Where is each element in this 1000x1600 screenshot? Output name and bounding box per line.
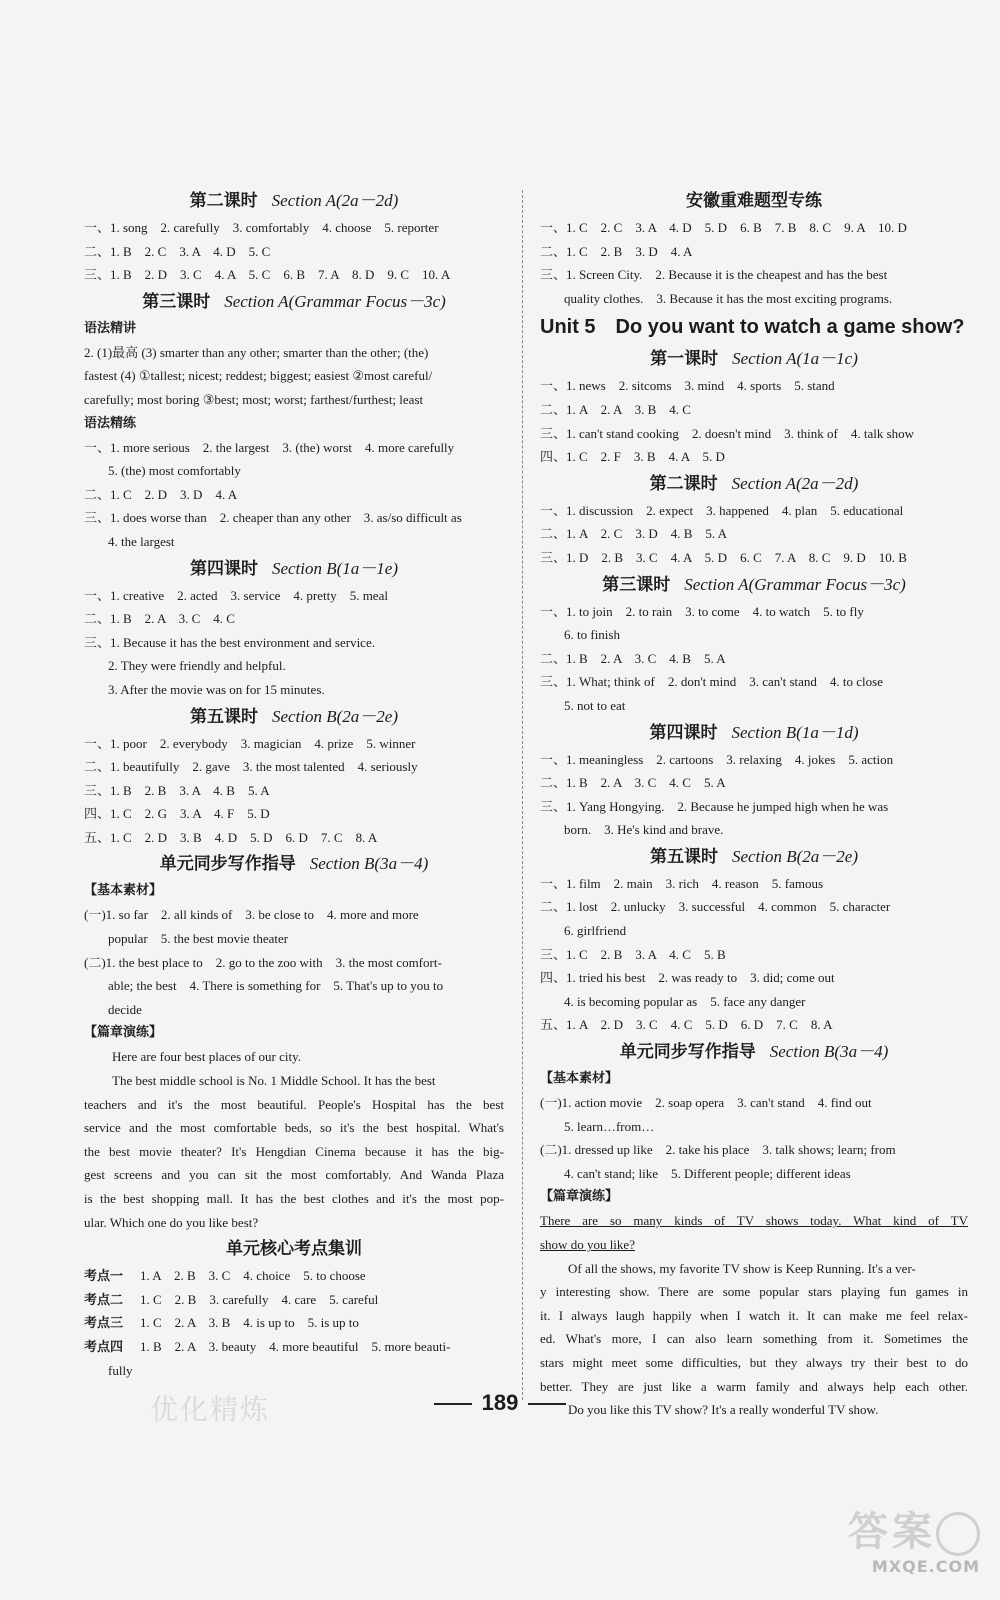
answer-line: 二、1. B 2. C 3. A 4. D 5. C <box>84 243 271 259</box>
section-heading-subtitle: Section B(2a－2e) <box>731 846 859 866</box>
subsection-label: 语法精讲 <box>84 320 137 336</box>
section-heading-subtitle: Section A(2a－2d) <box>271 191 399 210</box>
kaodian-line <box>84 1335 504 1359</box>
section-heading-title: 第二课时 <box>649 473 718 494</box>
watermark-logo <box>780 1500 980 1580</box>
left-column <box>84 186 504 1382</box>
answer-line: 一、1. C 2. C 3. A 4. D 5. D 6. B 7. B 8. C 9. A 10. D <box>540 220 907 235</box>
kaodian-label: 考点一 <box>84 1269 124 1285</box>
kaodian-line <box>84 1264 504 1288</box>
essay-line: stars might meet some difficulties, but they always try their best to do <box>540 1354 968 1370</box>
answer-line: 2. They were friendly and helpful. <box>108 658 286 674</box>
answer-line: fastest (4) ①tallest; nicest; reddest; biggest; easiest ②most careful/ <box>84 368 433 384</box>
answer-line: 三、1. D 2. B 3. C 4. A 5. D 6. C 7. A 8. C 9. D 10. B <box>540 549 907 565</box>
answer-line: 三、1. B 2. B 3. A 4. B 5. A <box>84 782 270 798</box>
section-heading-subtitle: Section A(Grammar Focus－3c) <box>224 291 446 311</box>
section-heading-subtitle: Section A(2a－2d) <box>731 473 859 493</box>
answer-line: 一、1. discussion 2. expect 3. happened 4. plan 5. educational <box>540 502 904 518</box>
answer-line: 二、1. beautifully 2. gave 3. the most talented 4. seriously <box>84 759 418 775</box>
answer-line: 5. (the) most comfortably <box>108 463 241 479</box>
answer-line: 二、1. lost 2. unlucky 3. successful 4. common 5. character <box>540 899 891 915</box>
answer-line: 4. is becoming popular as 5. face any danger <box>564 993 806 1009</box>
section-heading-title: 单元同步写作指导 <box>619 1042 756 1063</box>
kaodian-answers: 1. B 2. A 3. beauty 4. more beautiful 5. more beauti- <box>140 1338 451 1354</box>
section-heading-subtitle: Section B(3a－4) <box>309 854 429 874</box>
section-heading <box>84 287 504 317</box>
answer-line: 三、1. can't stand cooking 2. doesn't mind 3. think of 4. talk show <box>540 425 915 441</box>
section-heading-subtitle: Section A(Grammar Focus－3c) <box>684 574 906 594</box>
answer-line: 5. learn…from… <box>564 1118 655 1134</box>
answer-line: fully <box>108 1362 133 1378</box>
section-heading <box>84 849 504 879</box>
answer-line: 四、1. C 2. G 3. A 4. F 5. D <box>84 806 270 822</box>
essay-line: y interesting show. There are some popular stars playing fun games in <box>540 1284 968 1300</box>
answer-line: (一)1. so far 2. all kinds of 3. be close to 4. more and more <box>84 907 419 923</box>
answer-line: 一、1. poor 2. everybody 3. magician 4. prize 5. winner <box>84 735 416 751</box>
section-heading-title: 第三课时 <box>602 574 671 595</box>
section-heading-title: 第一课时 <box>650 349 719 370</box>
kaodian-label: 考点四 <box>84 1339 124 1355</box>
page-number-text: 189 <box>481 1390 519 1415</box>
column-divider <box>522 190 523 1400</box>
answer-line: 3. After the movie was on for 15 minutes. <box>108 681 325 697</box>
section-heading <box>84 554 504 584</box>
section-heading <box>84 702 504 732</box>
section-heading-title: 第五课时 <box>189 706 258 727</box>
kaodian-label: 考点二 <box>84 1292 124 1308</box>
essay-line: better. They are just like a warm family and always help each other. <box>540 1378 968 1394</box>
answer-line: 三、1. C 2. B 3. A 4. C 5. B <box>540 946 726 962</box>
answer-line: popular 5. the best movie theater <box>108 931 289 947</box>
watermark-left: 优化精炼 <box>150 1393 271 1426</box>
prompt-line: There are so many kinds of TV shows today. What kind of TV <box>540 1213 968 1229</box>
answer-line: (二)1. the best place to 2. go to the zoo with 3. the most comfort- <box>84 954 442 970</box>
answer-line: 4. can't stand; like 5. Different people; different ideas <box>564 1165 851 1181</box>
answer-line: 一、1. to join 2. to rain 3. to come 4. to watch 5. to fly <box>540 603 864 619</box>
right-column <box>540 186 968 1422</box>
answer-line: 三、1. Yang Hongying. 2. Because he jumped high when he was <box>540 798 889 814</box>
subsection-label: 【基本素材】 <box>84 883 163 899</box>
answer-line: 二、1. B 2. A 3. C 4. C 5. A <box>540 775 726 791</box>
answer-line: 四、1. C 2. F 3. B 4. A 5. D <box>540 449 725 465</box>
watermark-logo-top <box>780 1500 980 1557</box>
section-heading-title: 第三课时 <box>142 291 211 312</box>
answer-line: 一、1. film 2. main 3. rich 4. reason 5. famous <box>540 875 824 891</box>
essay-line: Do you like this TV show? It's a really wonderful TV show. <box>568 1402 879 1418</box>
answer-line: 二、1. C 2. B 3. D 4. A <box>540 243 693 259</box>
answer-line: 6. girlfriend <box>564 923 627 939</box>
essay-line: Here are four best places of our city. <box>112 1049 302 1065</box>
section-heading-title: 单元同步写作指导 <box>159 854 296 875</box>
subsection-label: 语法精练 <box>84 415 137 431</box>
answer-line: 四、1. tried his best 2. was ready to 3. did; come out <box>540 970 835 986</box>
kaodian-label: 考点三 <box>84 1316 124 1332</box>
section-heading-title: 第五课时 <box>649 846 718 867</box>
answer-line: carefully; most boring ③best; most; worst; farthest/furthest; least <box>84 391 424 407</box>
answer-line: 五、1. A 2. D 3. C 4. C 5. D 6. D 7. C 8. A <box>540 1017 833 1033</box>
watermark-circle-icon <box>936 1512 980 1556</box>
essay-line: gest screens and you can sit the most comfortably. And Wanda Plaza <box>84 1167 504 1183</box>
answer-line: 二、1. A 2. C 3. D 4. B 5. A <box>540 526 728 542</box>
kaodian-answers: 1. C 2. B 3. carefully 4. care 5. careful <box>140 1291 379 1307</box>
kaodian-line <box>84 1288 504 1312</box>
section-heading-title: 第二课时 <box>189 191 258 211</box>
answer-line: (一)1. action movie 2. soap opera 3. can't stand 4. find out <box>540 1095 872 1111</box>
section-heading <box>540 186 968 216</box>
answer-line: 一、1. creative 2. acted 3. service 4. pretty 5. meal <box>84 587 388 603</box>
kaodian-answers: 1. C 2. A 3. B 4. is up to 5. is up to <box>140 1315 359 1331</box>
essay-line: Of all the shows, my favorite TV show is Keep Running. It's a ver- <box>568 1260 916 1276</box>
subsection-label: 【篇章演练】 <box>84 1025 163 1041</box>
watermark-logo-bottom: MXQE.COM <box>871 1557 980 1576</box>
essay-line: ed. What's more, I can also learn something from it. Sometimes the <box>540 1331 968 1347</box>
answer-line: 二、1. A 2. A 3. B 4. C <box>540 401 691 417</box>
section-heading-subtitle: Section B(1a－1e) <box>271 558 399 578</box>
answer-line: 三、1. does worse than 2. cheaper than any other 3. as/so difficult as <box>84 510 462 526</box>
answer-line: 一、1. meaningless 2. cartoons 3. relaxing 4. jokes 5. action <box>540 751 894 767</box>
unit-title: Unit 5 Do you want to watch a game show? <box>540 316 965 339</box>
answer-line: 五、1. C 2. D 3. B 4. D 5. D 6. D 7. C 8. A <box>84 829 378 845</box>
section-heading-title: 安徽重难题型专练 <box>686 191 822 211</box>
section-heading <box>540 469 968 499</box>
section-heading-subtitle: Section A(1a－1c) <box>732 349 858 369</box>
dash-right <box>528 1403 566 1405</box>
essay-line: teachers and it's the most beautiful. People's Hospital has the best <box>84 1096 504 1112</box>
answer-line: able; the best 4. There is something for 5. That's up to you to <box>108 978 444 994</box>
essay-line: The best middle school is No. 1 Middle School. It has the best <box>112 1073 436 1089</box>
answer-line: 2. (1)最高 (3) smarter than any other; smarter than the other; (the) <box>84 344 429 360</box>
answer-line: 4. the largest <box>108 533 175 549</box>
section-heading <box>540 344 968 374</box>
answer-line: 三、1. What; think of 2. don't mind 3. can't stand 4. to close <box>540 674 884 690</box>
section-heading <box>84 1234 504 1264</box>
essay-line: it. I always laugh happily when I watch it. It can make me feel relax- <box>540 1307 968 1323</box>
answer-line: 一、1. news 2. sitcoms 3. mind 4. sports 5. stand <box>540 378 835 394</box>
answer-line: 一、1. song 2. carefully 3. comfortably 4. choose 5. reporter <box>84 220 439 235</box>
answer-line: born. 3. He's kind and brave. <box>564 822 724 838</box>
answer-line: 二、1. C 2. D 3. D 4. A <box>84 486 238 502</box>
answer-line: decide <box>108 1001 142 1017</box>
answer-line: 二、1. B 2. A 3. C 4. B 5. A <box>540 650 726 666</box>
answer-line: 三、1. B 2. D 3. C 4. A 5. C 6. B 7. A 8. D 9. C 10. A <box>84 267 451 283</box>
section-heading-subtitle: Section B(3a－4) <box>769 1042 889 1062</box>
essay-line: is the best shopping mall. It has the best clothes and it's the most pop- <box>84 1191 504 1206</box>
answer-line: ular. Which one do you like best? <box>84 1214 259 1230</box>
prompt-line: show do you like? <box>540 1237 635 1252</box>
kaodian-line <box>84 1311 504 1335</box>
section-heading-title: 单元核心考点集训 <box>226 1239 362 1260</box>
section-heading <box>84 186 504 216</box>
section-heading <box>540 570 968 600</box>
answer-line: 二、1. B 2. A 3. C 4. C <box>84 611 235 627</box>
essay-line: service and the most comfortable beds, so it's the best hospital. What's <box>84 1120 504 1136</box>
answer-line: 三、1. Because it has the best environment and service. <box>84 634 375 650</box>
essay-line: the best movie theater? It's Hengdian Cinema because it has the big- <box>84 1143 504 1159</box>
answer-line: 三、1. Screen City. 2. Because it is the cheapest and has the best <box>540 267 888 283</box>
answer-line: quality clothes. 3. Because it has the most exciting programs. <box>564 290 893 306</box>
section-heading <box>540 1037 968 1067</box>
section-heading-title: 第四课时 <box>189 558 258 579</box>
kaodian-answers: 1. A 2. B 3. C 4. choice 5. to choose <box>140 1268 366 1284</box>
section-heading <box>540 718 968 748</box>
subsection-label: 【篇章演练】 <box>540 1189 619 1205</box>
answer-line: 5. not to eat <box>564 697 626 713</box>
answer-line: 一、1. more serious 2. the largest 3. (the) worst 4. more carefully <box>84 439 455 455</box>
section-heading <box>540 842 968 872</box>
dash-left <box>434 1403 472 1405</box>
section-heading-subtitle: Section B(2a－2e) <box>271 706 399 726</box>
section-heading-title: 第四课时 <box>649 722 718 743</box>
section-heading-subtitle: Section B(1a－1d) <box>731 722 859 742</box>
answer-line: 6. to finish <box>564 627 620 643</box>
subsection-label: 【基本素材】 <box>540 1071 619 1087</box>
watermark-logo-text: 答案 <box>848 1509 936 1555</box>
answer-line: (二)1. dressed up like 2. take his place 3. talk shows; learn; from <box>540 1142 896 1158</box>
